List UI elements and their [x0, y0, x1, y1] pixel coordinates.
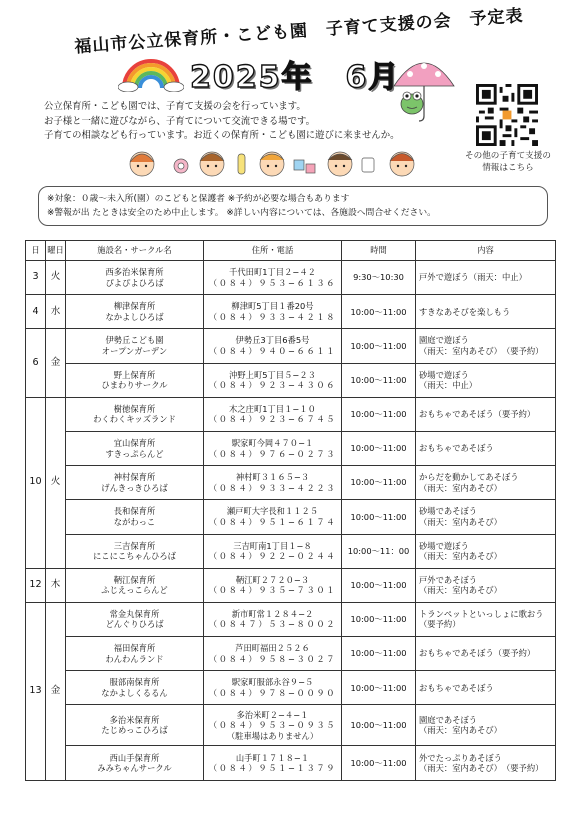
phone-number: （０８４）９５１−６１７４ [208, 516, 337, 527]
table-row [26, 431, 556, 465]
address-cell [204, 671, 342, 705]
facility-cell [66, 466, 204, 500]
content-line: 戸外で遊ぼう（雨天：中止） [419, 272, 527, 283]
content-line: （雨天：室内あそび） （要予約） [419, 345, 544, 356]
facility-cell [66, 500, 204, 534]
facility-line: 鞆江保育所 [113, 574, 156, 585]
content-cell [416, 671, 556, 705]
content-line: おもちゃであそぼう（要予約） [419, 409, 536, 420]
address-line: 神村町３１６５−３ [235, 472, 310, 483]
facility-line: みみちゃんサークル [97, 763, 172, 774]
address-line: 芦田町福田２５２６ [235, 643, 310, 654]
time-cell: 10:00～11:00 [342, 705, 416, 746]
table-row [26, 466, 556, 500]
facility-line: 三吉保育所 [113, 540, 156, 551]
address-cell [204, 466, 342, 500]
address-line: 三吉町南1丁目１−８ [233, 540, 312, 551]
header-day: 日 [26, 241, 46, 261]
address-line: 千代田町1丁目２−４２ [229, 267, 316, 278]
header-address: 住所・電話 [204, 241, 342, 261]
content-cell [416, 568, 556, 602]
phone-number: （０８４）９５８−３０２７ [208, 653, 337, 664]
address-cell [204, 329, 342, 363]
content-line: 外でたっぷりあそぼう [419, 752, 502, 763]
qr-caption-line: その他の子育て支援の [465, 151, 551, 161]
day-cell: 13 [26, 602, 46, 780]
content-line: 砂場で遊ぼう [419, 369, 469, 380]
phone-number: （０８４７）５３−８００２ [208, 619, 337, 630]
table-row [26, 500, 556, 534]
intro-text [44, 100, 464, 144]
phone-number: （０８４）９４０−６６１１ [208, 345, 337, 356]
rainbow-illustration [118, 52, 184, 92]
address-line: 新市町常１２８４−２ [231, 608, 314, 619]
phone-number: （０８４）９５３−０９３５ [208, 720, 337, 731]
address-cell [204, 602, 342, 636]
content-line: すきなあそびを楽しもう [419, 306, 511, 317]
content-cell [416, 746, 556, 780]
time-cell: 10:00～11:00 [342, 746, 416, 780]
header-facility: 施設名・サークル名 [66, 241, 204, 261]
time-cell: 10:00～11:00 [342, 363, 416, 397]
day-cell: 6 [26, 329, 46, 397]
facility-line: にこにこちゃんひろば [93, 551, 176, 562]
facility-cell [66, 329, 204, 363]
weekday-cell: 木 [46, 568, 66, 602]
facility-cell [66, 705, 204, 746]
table-row [26, 705, 556, 746]
facility-line: わんわんランド [105, 653, 164, 664]
facility-line: 野上保育所 [113, 369, 156, 380]
facility-line: 伊勢丘こども園 [105, 335, 164, 346]
schedule-table [25, 240, 556, 781]
facility-line: どんぐりひろば [105, 619, 164, 630]
address-line: 駅家町服部永谷９−５ [231, 677, 314, 688]
address-line: 鞆江町２７２０−３ [235, 574, 310, 585]
table-row [26, 261, 556, 295]
address-cell [204, 295, 342, 329]
time-cell: 10:00～11:00 [342, 500, 416, 534]
content-line: （雨天：中止） [419, 380, 478, 391]
facility-line: 多治米保育所 [109, 714, 160, 725]
facility-line: ながわっこ [113, 516, 156, 527]
address-cell [204, 534, 342, 568]
children-faces-illustration [126, 146, 426, 180]
content-line: おもちゃであそぼう [419, 443, 494, 454]
content-line: 園庭で遊ぼう [419, 335, 469, 346]
content-cell [416, 363, 556, 397]
facility-cell [66, 363, 204, 397]
facility-line: 樹徳保育所 [113, 403, 156, 414]
address-line: 伊勢丘3丁目6番5号 [235, 335, 310, 346]
facility-line: すきっぷらんど [105, 448, 164, 459]
content-line: 戸外であそぼう [419, 574, 478, 585]
address-cell [204, 746, 342, 780]
month-heading: 2025年 6月 [190, 60, 401, 95]
qr-code[interactable] [476, 84, 538, 146]
intro-line: 子育ての相談なども行っています。お近くの保育所・こども園に遊びに来ませんか。 [44, 130, 400, 141]
content-cell [416, 602, 556, 636]
facility-line: 福田保育所 [113, 643, 156, 654]
phone-number: （０８４）９７８−００９０ [208, 687, 337, 698]
day-cell: 12 [26, 568, 46, 602]
table-row [26, 363, 556, 397]
content-cell [416, 295, 556, 329]
facility-cell [66, 746, 204, 780]
content-cell [416, 466, 556, 500]
facility-line: 常金丸保育所 [109, 608, 160, 619]
phone-number: （０８４）９３３−４２２３ [208, 482, 337, 493]
table-row [26, 534, 556, 568]
page-title: 福山市公立保育所・こども園 子育て支援の会 予定表 [73, 5, 525, 58]
address-cell [204, 705, 342, 746]
address-cell [204, 637, 342, 671]
facility-line: ふじえっこらんど [101, 585, 168, 596]
table-row [26, 568, 556, 602]
facility-cell [66, 568, 204, 602]
content-cell [416, 329, 556, 363]
table-row [26, 602, 556, 636]
day-cell: 10 [26, 397, 46, 568]
facility-cell [66, 602, 204, 636]
time-cell: 10:00～11：00 [342, 534, 416, 568]
address-cell [204, 568, 342, 602]
weekday-cell: 金 [46, 329, 66, 397]
qr-caption-line: 情報はこちら [482, 163, 534, 173]
qr-caption [446, 150, 570, 174]
weekday-cell: 火 [46, 397, 66, 568]
address-line: 木之庄町1丁目１−１０ [229, 403, 316, 414]
facility-line: なかよしくるるん [101, 687, 168, 698]
table-header-row [26, 241, 556, 261]
facility-line: 神村保育所 [113, 472, 156, 483]
facility-cell [66, 534, 204, 568]
address-line: 多治米町２−４−１ [236, 709, 309, 720]
facility-cell [66, 431, 204, 465]
notice-line: ※対象：０歳～未入所(園）のこどもと保護者 ※予約が必要な場合もあります [47, 194, 350, 204]
time-cell: 10:00～11:00 [342, 329, 416, 363]
time-cell: 10:00～11:00 [342, 295, 416, 329]
facility-cell [66, 671, 204, 705]
address-cell [204, 363, 342, 397]
time-cell: 10:00～11:00 [342, 397, 416, 431]
weekday-cell: 火 [46, 261, 66, 295]
address-line: 沖野上町5丁目５−２３ [229, 369, 316, 380]
facility-line: 長和保育所 [113, 506, 156, 517]
time-cell: 10:00～11:00 [342, 466, 416, 500]
facility-cell [66, 637, 204, 671]
content-cell [416, 705, 556, 746]
phone-number: （０８４）９２２−０２４４ [208, 551, 337, 562]
address-line: （駐車場はありません） [226, 730, 319, 741]
content-line: トランペットといっしょに歌おう [419, 608, 544, 619]
content-cell [416, 397, 556, 431]
content-line: （雨天：室内あそび） （要予約） [419, 763, 544, 774]
address-cell [204, 261, 342, 295]
facility-line: げんきっきひろば [101, 482, 168, 493]
table-row [26, 295, 556, 329]
content-cell [416, 431, 556, 465]
content-line: 砂場で遊ぼう [419, 540, 469, 551]
content-cell [416, 500, 556, 534]
address-line: 山手町１７１８−１ [235, 752, 310, 763]
facility-line: なかよしひろば [105, 311, 164, 322]
content-line: おもちゃであそぼう（要予約） [419, 648, 536, 659]
facility-line: 宜山保育所 [113, 438, 156, 449]
facility-line: 西多治米保育所 [105, 267, 164, 278]
day-cell: 3 [26, 261, 46, 295]
time-cell: 10:00～11:00 [342, 602, 416, 636]
content-cell [416, 261, 556, 295]
address-cell [204, 397, 342, 431]
address-line: 柳津町5丁目１番20号 [231, 301, 314, 312]
day-cell: 4 [26, 295, 46, 329]
address-cell [204, 431, 342, 465]
facility-line: 柳津保育所 [113, 301, 156, 312]
header-time: 時間 [342, 241, 416, 261]
content-line: おもちゃであそぼう [419, 682, 494, 693]
phone-number: （０８４）９７６−０２７３ [208, 448, 337, 459]
table-row [26, 397, 556, 431]
facility-line: ぴよぴよひろば [105, 277, 164, 288]
phone-number: （０８４）９５１−１３７９ [208, 763, 337, 774]
content-line: （雨天：室内あそび） [419, 482, 502, 493]
notice-box [38, 186, 548, 226]
content-line: 園庭であそぼう [419, 714, 478, 725]
time-cell: 10:00～11:00 [342, 671, 416, 705]
facility-line: たじめっこひろば [101, 725, 168, 736]
phone-number: （０８４）９３３−４２１８ [208, 311, 337, 322]
header-content: 内容 [416, 241, 556, 261]
content-line: からだを動かしてあそぼう [419, 472, 519, 483]
schedule-body [26, 261, 556, 781]
address-line: 瀬戸町大字長和１１２５ [226, 506, 319, 517]
content-line: 砂場であそぼう [419, 506, 478, 517]
phone-number: （０８４）９２３−４３０６ [208, 380, 337, 391]
table-row [26, 746, 556, 780]
intro-line: お子様と一緒に遊びながら、子育てについて交流できる場です。 [44, 115, 315, 127]
time-cell: 10:00～11:00 [342, 568, 416, 602]
facility-cell [66, 295, 204, 329]
notice-line: ※警報が出 たときは安全のため中止します。 ※詳しい内容については、各施設へ問合せください。 [47, 208, 436, 218]
facility-cell [66, 397, 204, 431]
facility-line: 西山手保育所 [109, 752, 160, 763]
facility-line: 服部南保育所 [109, 677, 160, 688]
table-row [26, 671, 556, 705]
phone-number: （０８４）９３５−７３０１ [208, 585, 337, 596]
weekday-cell: 金 [46, 602, 66, 780]
address-cell [204, 500, 342, 534]
facility-line: わくわくキッズランド [93, 414, 176, 425]
facility-line: オープンガーデン [101, 345, 168, 356]
facility-cell [66, 261, 204, 295]
content-line: （雨天：室内あそび） [419, 551, 502, 562]
address-line: 駅家町今岡４７０−１ [231, 438, 314, 449]
content-line: （雨天：室内あそび） [419, 725, 502, 736]
content-line: （雨天：室内あそび） [419, 516, 502, 527]
time-cell: 10:00～11:00 [342, 431, 416, 465]
time-cell: 9:30～10:30 [342, 261, 416, 295]
table-row [26, 637, 556, 671]
content-cell [416, 534, 556, 568]
content-line: （要予約） [419, 619, 461, 630]
header-weekday: 曜日 [46, 241, 66, 261]
intro-line: 公立保育所・こども園では、子育て支援の会を行っています。 [44, 101, 306, 112]
weekday-cell: 水 [46, 295, 66, 329]
table-row [26, 329, 556, 363]
time-cell: 10:00～11:00 [342, 637, 416, 671]
phone-number: （０８４）９５３−６１３６ [208, 277, 337, 288]
phone-number: （０８４）９２３−６７４５ [208, 414, 337, 425]
facility-line: ひまわりサークル [101, 380, 168, 391]
content-line: （雨天：室内あそび） [419, 585, 502, 596]
content-cell [416, 637, 556, 671]
